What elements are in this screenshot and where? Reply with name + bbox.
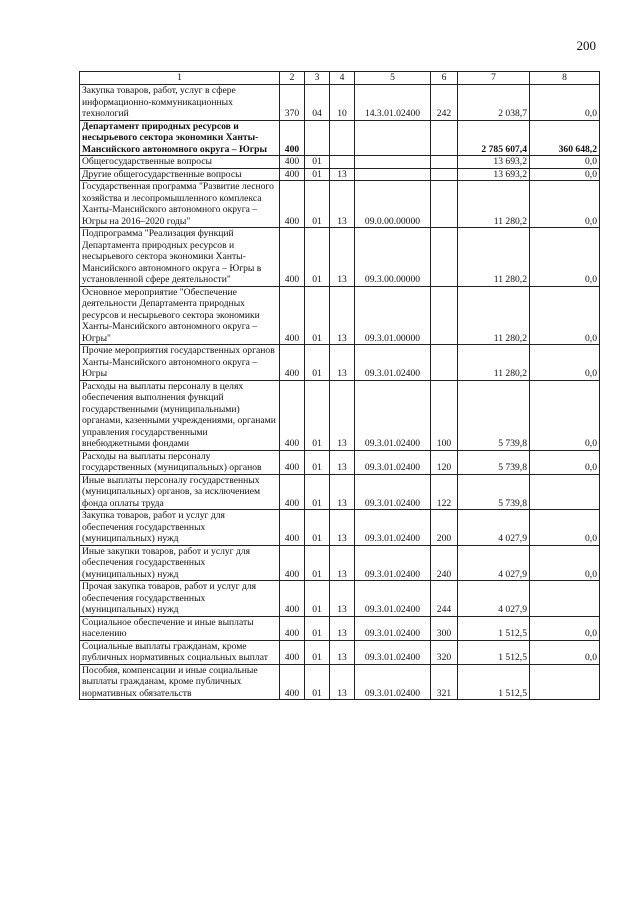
row-name-cell: Иные закупки товаров, работ и услуг для обеспечения государственных (муниципальных) нужд [80,545,280,581]
subsection2-code-cell: 13 [330,640,355,664]
expense-type-cell: 320 [431,640,458,664]
expense-type-cell: 242 [431,85,458,121]
expense-type-cell: 120 [431,450,458,474]
amount-second-cell: 360 648,2 [530,120,600,156]
amount-cell: 11 280,2 [458,181,530,228]
target-article-cell: 09.3.01.02400 [355,345,431,381]
expense-type-cell [431,345,458,381]
column-header: 8 [530,72,600,85]
amount-cell: 2 785 607,4 [458,120,530,156]
section-code-cell: 400 [280,380,305,450]
amount-second-cell: 0,0 [530,640,600,664]
amount-second-cell: 0,0 [530,181,600,228]
budget-table [79,71,600,700]
subsection2-code-cell: 13 [330,181,355,228]
amount-cell: 5 739,8 [458,380,530,450]
row-name-cell: Иные выплаты персоналу государственных (муниципальных) органов, за исключением фонда оплаты труда [80,474,280,510]
amount-cell: 11 280,2 [458,286,530,345]
row-name-cell: Закупка товаров, работ, услуг в сфере информационно-коммуникационных технологий [80,85,280,121]
column-header: 6 [431,72,458,85]
subsection2-code-cell: 13 [330,286,355,345]
target-article-cell: 09.3.01.02400 [355,474,431,510]
target-article-cell: 09.3.01.02400 [355,664,431,700]
target-article-cell: 09.3.01.02400 [355,510,431,546]
expense-type-cell [431,120,458,156]
subsection2-code-cell: 13 [330,168,355,181]
amount-second-cell [530,474,600,510]
amount-cell: 1 512,5 [458,640,530,664]
row-name-cell: Социальные выплаты гражданам, кроме публичных нормативных социальных выплат [80,640,280,664]
column-header: 2 [280,72,305,85]
section-code-cell: 400 [280,168,305,181]
table-row [80,450,600,474]
section-code-cell: 400 [280,450,305,474]
target-article-cell [355,168,431,181]
page-number: 200 [576,38,596,53]
target-article-cell: 09.3.01.02400 [355,380,431,450]
subsection2-code-cell: 13 [330,474,355,510]
row-name-cell: Социальное обеспечение и иные выплаты населению [80,616,280,640]
amount-second-cell: 0,0 [530,85,600,121]
table-row [80,228,600,287]
subsection2-code-cell: 13 [330,228,355,287]
section-code-cell: 400 [280,181,305,228]
amount-second-cell: 0,0 [530,168,600,181]
table-body [80,85,600,700]
section-code-cell: 400 [280,640,305,664]
table-row [80,380,600,450]
target-article-cell [355,120,431,156]
amount-second-cell: 0,0 [530,156,600,169]
target-article-cell: 09.3.01.02400 [355,581,431,617]
row-name-cell: Департамент природных ресурсов и несырьевого сектора экономики Ханты-Мансийского автономного округа – Югры [80,120,280,156]
target-article-cell: 09.3.01.02400 [355,450,431,474]
subsection2-code-cell: 13 [330,664,355,700]
subsection-code-cell: 01 [305,640,330,664]
table-row [80,664,600,700]
subsection-code-cell: 01 [305,168,330,181]
subsection2-code-cell: 13 [330,545,355,581]
subsection-code-cell: 01 [305,450,330,474]
section-code-cell: 400 [280,474,305,510]
amount-second-cell [530,581,600,617]
subsection2-code-cell: 13 [330,380,355,450]
row-name-cell: Основное мероприятие "Обеспечение деятельности Департамента природных ресурсов и несырьевого сектора экономики Ханты-Мансийского автономного округа – Югры" [80,286,280,345]
target-article-cell [355,156,431,169]
subsection-code-cell: 01 [305,510,330,546]
subsection2-code-cell: 13 [330,616,355,640]
target-article-cell: 09.3.01.02400 [355,640,431,664]
amount-second-cell: 0,0 [530,228,600,287]
amount-second-cell: 0,0 [530,616,600,640]
column-header: 4 [330,72,355,85]
expense-type-cell: 100 [431,380,458,450]
row-name-cell: Другие общегосударственные вопросы [80,168,280,181]
section-code-cell: 370 [280,85,305,121]
column-header: 1 [80,72,280,85]
expense-type-cell [431,168,458,181]
row-name-cell: Закупка товаров, работ и услуг для обеспечения государственных (муниципальных) нужд [80,510,280,546]
table-row [80,156,600,169]
expense-type-cell [431,156,458,169]
row-name-cell: Прочая закупка товаров, работ и услуг для обеспечения государственных (муниципальных) нужд [80,581,280,617]
subsection-code-cell [305,120,330,156]
subsection-code-cell: 01 [305,181,330,228]
subsection2-code-cell [330,156,355,169]
amount-second-cell: 0,0 [530,510,600,546]
amount-cell: 5 739,8 [458,450,530,474]
table-row [80,581,600,617]
section-code-cell: 400 [280,545,305,581]
amount-cell: 1 512,5 [458,616,530,640]
table-row [80,616,600,640]
expense-type-cell: 244 [431,581,458,617]
section-code-cell: 400 [280,581,305,617]
subsection-code-cell: 01 [305,581,330,617]
subsection-code-cell: 01 [305,380,330,450]
column-header: 7 [458,72,530,85]
amount-second-cell: 0,0 [530,380,600,450]
header-row [80,72,600,85]
amount-cell: 4 027,9 [458,581,530,617]
table-row [80,120,600,156]
amount-second-cell [530,664,600,700]
row-name-cell: Общегосударственные вопросы [80,156,280,169]
table-row [80,85,600,121]
subsection2-code-cell: 13 [330,450,355,474]
target-article-cell: 09.3.01.00000 [355,286,431,345]
table-row [80,545,600,581]
table-row [80,345,600,381]
amount-cell: 11 280,2 [458,228,530,287]
expense-type-cell [431,181,458,228]
amount-cell: 11 280,2 [458,345,530,381]
section-code-cell: 400 [280,286,305,345]
amount-cell: 4 027,9 [458,545,530,581]
subsection2-code-cell: 10 [330,85,355,121]
subsection-code-cell: 01 [305,286,330,345]
subsection2-code-cell: 13 [330,581,355,617]
amount-second-cell: 0,0 [530,545,600,581]
amount-cell: 13 693,2 [458,168,530,181]
subsection-code-cell: 01 [305,156,330,169]
expense-type-cell [431,228,458,287]
table-row [80,286,600,345]
section-code-cell: 400 [280,616,305,640]
row-name-cell: Подпрограмма "Реализация функций Департамента природных ресурсов и несырьевого сектора экономики Ханты-Мансийского автономного округа – Югры в установленной сфере деятельности" [80,228,280,287]
table-row [80,474,600,510]
amount-cell: 5 739,8 [458,474,530,510]
section-code-cell: 400 [280,156,305,169]
amount-second-cell: 0,0 [530,345,600,381]
column-header: 3 [305,72,330,85]
subsection-code-cell: 04 [305,85,330,121]
expense-type-cell: 122 [431,474,458,510]
row-name-cell: Расходы на выплаты персоналу в целях обеспечения выполнения функций государственными (муниципальными) органами, казенными учреждениями, органами управления государственными внебюджетными фондами [80,380,280,450]
target-article-cell: 09.0.00.00000 [355,181,431,228]
amount-cell: 4 027,9 [458,510,530,546]
row-name-cell: Расходы на выплаты персоналу государственных (муниципальных) органов [80,450,280,474]
expense-type-cell [431,286,458,345]
table-row [80,640,600,664]
subsection-code-cell: 01 [305,228,330,287]
section-code-cell: 400 [280,510,305,546]
subsection2-code-cell [330,120,355,156]
expense-type-cell: 300 [431,616,458,640]
amount-second-cell: 0,0 [530,450,600,474]
column-header: 5 [355,72,431,85]
expense-type-cell: 200 [431,510,458,546]
subsection-code-cell: 01 [305,616,330,640]
target-article-cell: 09.3.00.00000 [355,228,431,287]
subsection-code-cell: 01 [305,474,330,510]
amount-second-cell: 0,0 [530,286,600,345]
section-code-cell: 400 [280,120,305,156]
subsection-code-cell: 01 [305,545,330,581]
table-row [80,510,600,546]
row-name-cell: Пособия, компенсации и иные социальные выплаты гражданам, кроме публичных нормативных обязательств [80,664,280,700]
amount-cell: 1 512,5 [458,664,530,700]
amount-cell: 2 038,7 [458,85,530,121]
table-row [80,168,600,181]
section-code-cell: 400 [280,228,305,287]
table-row [80,181,600,228]
subsection-code-cell: 01 [305,345,330,381]
section-code-cell: 400 [280,664,305,700]
row-name-cell: Прочие мероприятия государственных органов Ханты-Мансийского автономного округа – Югры [80,345,280,381]
target-article-cell: 09.3.01.02400 [355,545,431,581]
subsection-code-cell: 01 [305,664,330,700]
expense-type-cell: 321 [431,664,458,700]
expense-type-cell: 240 [431,545,458,581]
row-name-cell: Государственная программа "Развитие лесного хозяйства и лесопромышленного комплекса Ханты-Мансийского автономного округа – Югры на 2016–2020 годы" [80,181,280,228]
target-article-cell: 14.3.01.02400 [355,85,431,121]
amount-cell: 13 693,2 [458,156,530,169]
subsection2-code-cell: 13 [330,510,355,546]
target-article-cell: 09.3.01.02400 [355,616,431,640]
subsection2-code-cell: 13 [330,345,355,381]
section-code-cell: 400 [280,345,305,381]
